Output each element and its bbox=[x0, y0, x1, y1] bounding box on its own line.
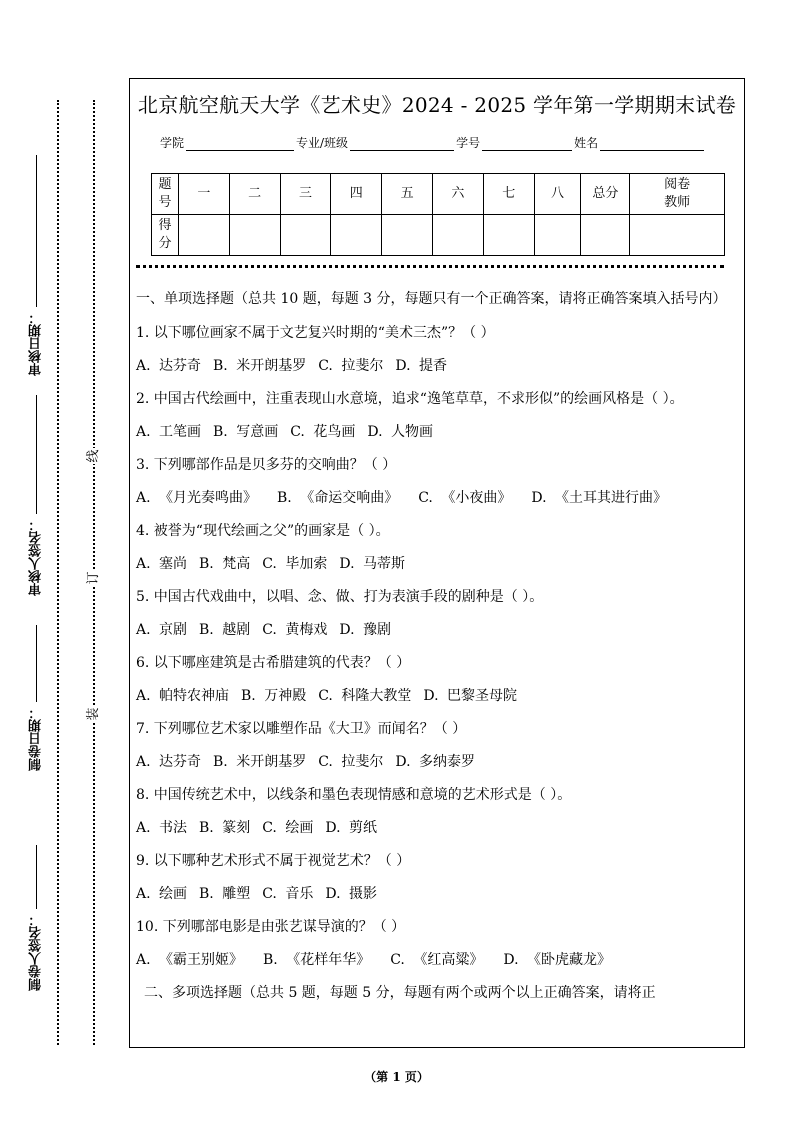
score-table-score-row bbox=[152, 215, 725, 256]
score-cell-2[interactable] bbox=[229, 215, 280, 256]
q2-option-d: D. 人物画 bbox=[367, 424, 433, 440]
q8-option-d: D. 剪纸 bbox=[325, 820, 377, 836]
q2-option-c: C. 花鸟画 bbox=[290, 424, 356, 440]
q3-option-b: B. 《命运交响曲》 bbox=[277, 490, 399, 506]
student-id-blank[interactable] bbox=[482, 138, 572, 151]
score-col-5: 五 bbox=[382, 174, 433, 215]
maker-signature-line bbox=[36, 845, 37, 909]
q1-option-b: B. 米开朗基罗 bbox=[213, 358, 307, 374]
q8-option-c: C. 绘画 bbox=[262, 820, 314, 836]
q1-option-d: D. 提香 bbox=[395, 358, 447, 374]
q3-option-a: A. 《月光奏鸣曲》 bbox=[136, 490, 258, 506]
q6-option-d: D. 巴黎圣母院 bbox=[423, 688, 517, 704]
q5-option-b: B. 越剧 bbox=[199, 622, 251, 638]
score-cell-1[interactable] bbox=[178, 215, 229, 256]
q5-option-c: C. 黄梅戏 bbox=[262, 622, 328, 638]
score-col-1: 一 bbox=[178, 174, 229, 215]
q10-option-d: D. 《卧虎藏龙》 bbox=[503, 952, 611, 968]
q9-option-d: D. 摄影 bbox=[325, 886, 377, 902]
reviewer-signature-line bbox=[36, 395, 37, 514]
q2-option-b: B. 写意画 bbox=[213, 424, 279, 440]
question-6: 6. 以下哪座建筑是古希腊建筑的代表？（ ） bbox=[136, 655, 411, 671]
q5-option-d: D. 豫剧 bbox=[339, 622, 391, 638]
score-col-total: 总分 bbox=[581, 174, 630, 215]
score-cell-grader[interactable] bbox=[630, 215, 725, 256]
score-col-2: 二 bbox=[229, 174, 280, 215]
question-4-options bbox=[136, 552, 742, 576]
q3-option-c: C. 《小夜曲》 bbox=[418, 490, 512, 506]
score-cell-6[interactable] bbox=[433, 215, 484, 256]
score-cell-8[interactable] bbox=[534, 215, 581, 256]
q4-option-c: C. 毕加索 bbox=[262, 556, 328, 572]
question-10-options bbox=[136, 948, 742, 972]
maker-date-line bbox=[36, 625, 37, 702]
q9-option-a: A. 绘画 bbox=[136, 886, 188, 902]
q4-option-b: B. 梵高 bbox=[199, 556, 251, 572]
q3-option-d: D. 《土耳其进行曲》 bbox=[531, 490, 667, 506]
college-blank[interactable] bbox=[186, 138, 294, 151]
q7-option-b: B. 米开朗基罗 bbox=[213, 754, 307, 770]
q6-option-b: B. 万神殿 bbox=[241, 688, 307, 704]
question-9-options bbox=[136, 882, 742, 906]
section2-heading: 二、多项选择题（总共 5 题，每题 5 分，每题有两个或两个以上正确答案，请将正 bbox=[144, 985, 656, 1001]
q9-option-c: C. 音乐 bbox=[262, 886, 314, 902]
q2-option-a: A. 工笔画 bbox=[136, 424, 202, 440]
q1-option-c: C. 拉斐尔 bbox=[318, 358, 384, 374]
score-table-row-label-question: 题 号 bbox=[152, 174, 179, 215]
question-9: 9. 以下哪种艺术形式不属于视觉艺术？（ ） bbox=[136, 853, 411, 869]
q6-option-c: C. 科隆大教堂 bbox=[318, 688, 412, 704]
question-7-options bbox=[136, 750, 742, 774]
maker-signature-label: 制卷人签名： bbox=[27, 909, 46, 995]
score-cell-5[interactable] bbox=[382, 215, 433, 256]
maker-date-field bbox=[22, 625, 50, 775]
score-col-6: 六 bbox=[433, 174, 484, 215]
question-8-options bbox=[136, 816, 742, 840]
reviewer-date-line bbox=[36, 155, 37, 307]
score-col-3: 三 bbox=[280, 174, 331, 215]
question-5-options bbox=[136, 618, 742, 642]
q6-option-a: A. 帕特农神庙 bbox=[136, 688, 230, 704]
q5-option-a: A. 京剧 bbox=[136, 622, 188, 638]
binding-char-bind: 订 bbox=[86, 571, 101, 585]
q10-option-b: B. 《花样年华》 bbox=[263, 952, 371, 968]
q7-option-d: D. 多纳泰罗 bbox=[395, 754, 475, 770]
question-3-options bbox=[136, 486, 742, 510]
question-2-options bbox=[136, 420, 742, 444]
section1-heading: 一、单项选择题（总共 10 题，每题 3 分，每题只有一个正确答案，请将正确答案填入括号内） bbox=[136, 291, 727, 307]
question-4: 4. 被誉为“现代绘画之父”的画家是（ ）。 bbox=[136, 523, 390, 539]
score-cell-4[interactable] bbox=[331, 215, 382, 256]
maker-signature-field bbox=[22, 845, 50, 995]
score-cell-3[interactable] bbox=[280, 215, 331, 256]
reviewer-signature-label: 审核人签名： bbox=[27, 514, 46, 600]
major-blank[interactable] bbox=[350, 138, 454, 151]
score-col-7: 七 bbox=[483, 174, 534, 215]
q4-option-a: A. 塞尚 bbox=[136, 556, 188, 572]
score-table bbox=[151, 173, 725, 256]
reviewer-date-field bbox=[22, 155, 50, 380]
questions-content bbox=[136, 287, 742, 1005]
question-3: 3. 下列哪部作品是贝多芬的交响曲？（ ） bbox=[136, 457, 397, 473]
page-number: （第 1 页） bbox=[364, 1070, 429, 1084]
exam-title: 北京航空航天大学《艺术史》2024 - 2025 学年第一学期期末试卷 bbox=[137, 93, 737, 117]
reviewer-signature-field bbox=[22, 395, 50, 600]
question-6-options bbox=[136, 684, 742, 708]
major-label: 专业/班级 bbox=[296, 136, 349, 150]
score-col-8: 八 bbox=[534, 174, 581, 215]
q9-option-b: B. 雕塑 bbox=[199, 886, 251, 902]
score-table-row-label-score: 得 分 bbox=[152, 215, 179, 256]
maker-date-label: 制卷日期： bbox=[27, 702, 46, 775]
name-blank[interactable] bbox=[600, 138, 704, 151]
q10-option-c: C. 《红高粱》 bbox=[390, 952, 484, 968]
binding-dotted-line-outer bbox=[57, 100, 59, 1045]
score-col-grader: 阅卷 教师 bbox=[630, 174, 725, 215]
exam-paper-frame bbox=[129, 78, 745, 1048]
question-2: 2. 中国古代绘画中，注重表现山水意境，追求“逸笔草草，不求形似”的绘画风格是（ ）。 bbox=[136, 391, 684, 407]
score-col-4: 四 bbox=[331, 174, 382, 215]
binding-char-line: 线 bbox=[86, 449, 101, 463]
q7-option-c: C. 拉斐尔 bbox=[318, 754, 384, 770]
question-10: 10. 下列哪部电影是由张艺谋导演的？（ ） bbox=[136, 919, 406, 935]
question-1-options bbox=[136, 354, 742, 378]
q1-option-a: A. 达芬奇 bbox=[136, 358, 202, 374]
score-table-header-row bbox=[152, 174, 725, 215]
question-5: 5. 中国古代戏曲中，以唱、念、做、打为表演手段的剧种是（ ）。 bbox=[136, 589, 544, 605]
college-label: 学院 bbox=[160, 136, 185, 150]
q4-option-d: D. 马蒂斯 bbox=[339, 556, 405, 572]
q8-option-a: A. 书法 bbox=[136, 820, 188, 836]
binding-char-fold: 装 bbox=[86, 707, 101, 721]
score-cell-7[interactable] bbox=[483, 215, 534, 256]
question-7: 7. 下列哪位艺术家以雕塑作品《大卫》而闻名？（ ） bbox=[136, 721, 467, 737]
student-info-row bbox=[160, 134, 706, 151]
score-cell-total[interactable] bbox=[581, 215, 630, 256]
q10-option-a: A. 《霸王别姬》 bbox=[136, 952, 244, 968]
reviewer-date-label: 审核日期： bbox=[27, 307, 46, 380]
name-label: 姓名 bbox=[574, 136, 599, 150]
dotted-separator bbox=[136, 265, 724, 268]
question-1: 1. 以下哪位画家不属于文艺复兴时期的“美术三杰”？（ ） bbox=[136, 325, 495, 341]
question-8: 8. 中国传统艺术中，以线条和墨色表现情感和意境的艺术形式是（ ）。 bbox=[136, 787, 572, 803]
q8-option-b: B. 篆刻 bbox=[199, 820, 251, 836]
student-id-label: 学号 bbox=[456, 136, 481, 150]
q7-option-a: A. 达芬奇 bbox=[136, 754, 202, 770]
